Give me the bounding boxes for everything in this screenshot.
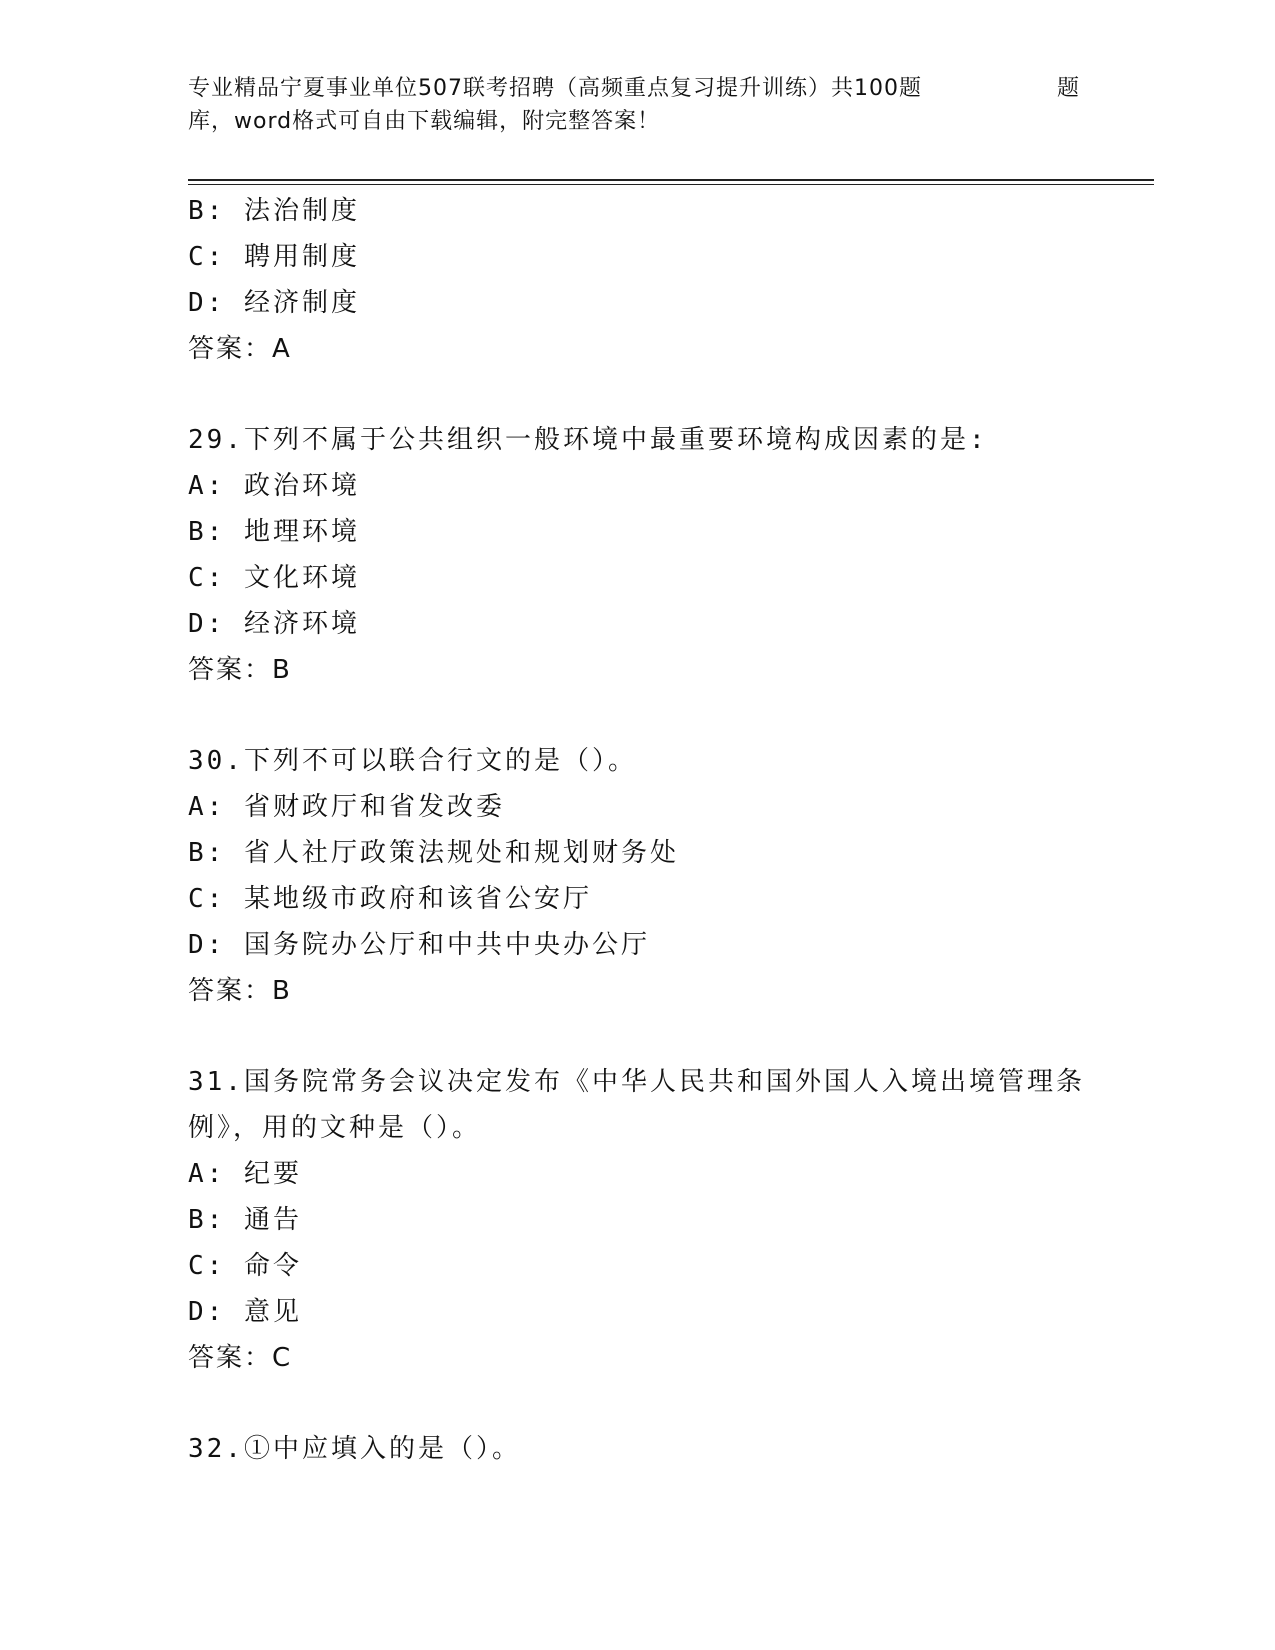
question-31 [188,1059,1088,1381]
question-30 [188,738,1088,1014]
spacer [188,693,1088,738]
option-c: C: 聘用制度 [188,242,360,272]
option-a: A: 政治环境 [188,471,360,501]
option-d: D: 意见 [188,1297,302,1327]
option-d: D: 经济环境 [188,609,360,639]
question-stem: 32.①中应填入的是（）。 [188,1434,521,1464]
header-line-2: 库，word格式可自由下载编辑，附完整答案！ [188,109,661,134]
spacer [188,1381,1088,1426]
option-a: A: 纪要 [188,1159,302,1189]
answer-line: 答案：B [188,655,292,685]
option-c: C: 文化环境 [188,563,360,593]
question-28-tail [188,188,1088,372]
option-b: B: 法治制度 [188,196,360,226]
header-line-1 [188,72,1088,105]
spacer [188,1014,1088,1059]
option-a: A: 省财政厅和省发改委 [188,792,505,822]
option-b: B: 通告 [188,1205,302,1235]
header-title: 专业精品宁夏事业单位507联考招聘（高频重点复习提升训练）共100题 [188,76,922,101]
question-stem-line-1: 31.国务院常务会议决定发布《中华人民共和国外国人入境出境管理条 [188,1067,1085,1097]
question-32 [188,1426,1088,1472]
option-b: B: 地理环境 [188,517,360,547]
document-header [188,72,1088,138]
question-stem-line-2: 例》，用的文种是（）。 [188,1113,482,1143]
header-trailing-char: 题 [1057,76,1081,101]
answer-line: 答案：C [188,1343,293,1373]
spacer [188,372,1088,417]
option-b: B: 省人社厅政策法规处和规划财务处 [188,838,679,868]
option-c: C: 某地级市政府和该省公安厅 [188,884,592,914]
question-29 [188,417,1088,693]
answer-line: 答案：A [188,334,292,364]
option-d: D: 经济制度 [188,288,360,318]
question-stem: 30.下列不可以联合行文的是（）。 [188,746,637,776]
question-stem: 29.下列不属于公共组织一般环境中最重要环境构成因素的是: [188,425,988,455]
question-list [188,188,1088,1472]
answer-line: 答案：B [188,976,292,1006]
option-c: C: 命令 [188,1251,302,1281]
option-d: D: 国务院办公厅和中共中央办公厅 [188,930,650,960]
header-divider [188,179,1154,181]
header-divider-thin [188,184,1154,185]
